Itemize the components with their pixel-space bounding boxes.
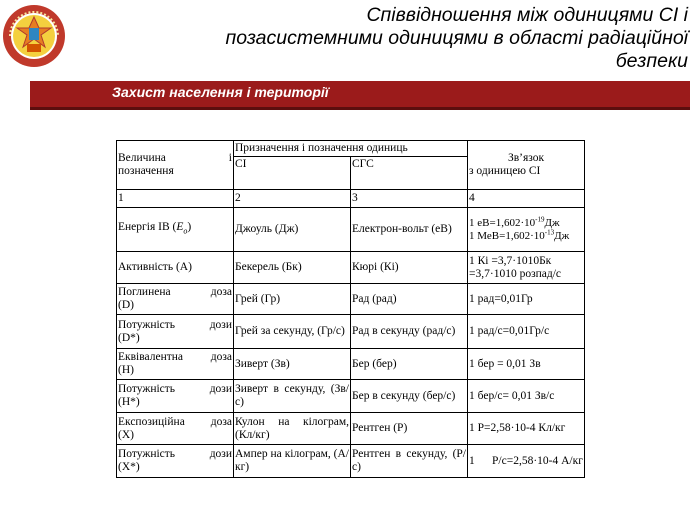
col-number-3: 3: [351, 190, 468, 208]
university-emblem-icon: [2, 4, 66, 68]
quantity-b: дози: [209, 383, 232, 395]
cgs-cell: Рад в секунду (рад/с): [351, 315, 468, 349]
quantity-cell: [117, 380, 234, 413]
quantity-cell: [117, 315, 234, 349]
title-line-2: позасистемними одиницями в області радіаційної: [225, 27, 688, 49]
quantity-cell: [117, 208, 234, 252]
si-cell: Грей (Гр): [234, 284, 351, 315]
quantity-b: доза: [210, 286, 232, 298]
title-line-1: Співвідношення між одиницями СІ і: [366, 4, 688, 26]
table-row: [117, 252, 585, 284]
quantity-cell: [117, 445, 234, 478]
cgs-cell: Кюрі (Кі): [351, 252, 468, 284]
header-cgs: СГС: [351, 157, 468, 190]
si-cell: Кулон на кілограм, (Кл/кг): [234, 413, 351, 445]
quantity-c: (D): [118, 299, 134, 311]
quantity-symbol: E: [176, 221, 184, 234]
header-relation-b: з одиницею СІ: [469, 165, 541, 177]
table-row: [117, 208, 585, 252]
header-relation-a: Зв’язок: [507, 152, 545, 164]
cgs-cell: Рентген (Р): [351, 413, 468, 445]
relation-cell: 1 бер/с= 0,01 Зв/с: [468, 380, 585, 413]
quantity-a: Потужність: [118, 383, 176, 395]
table-row: [117, 349, 585, 380]
col-number-4: 4: [468, 190, 585, 208]
header-quantity-c: позначення: [118, 165, 174, 177]
relation-cell: 1 рад/с=0,01Гр/с: [468, 315, 585, 349]
quantity-c: (D*): [118, 331, 140, 344]
title-line-3: безпеки: [615, 50, 688, 72]
quantity-b: доза: [210, 415, 232, 428]
quantity-subscript: o: [183, 226, 188, 236]
units-table: [116, 140, 585, 478]
header-quantity-a: Величина: [118, 152, 166, 164]
relation-2-base: 1 МеВ=1,602·10: [469, 229, 545, 242]
si-cell: Зиверт в секунду, (Зв/с): [234, 380, 351, 413]
subtitle: Захист населення і території: [112, 84, 329, 100]
quantity-c: (Н): [118, 364, 134, 376]
quantity-a: Експозиційна: [118, 415, 185, 428]
table-row: [117, 284, 585, 315]
si-cell: Бекерель (Бк): [234, 252, 351, 284]
si-cell: Зиверт (Зв): [234, 349, 351, 380]
header-quantity: [117, 141, 234, 190]
quantity-c: (Н*): [118, 396, 140, 408]
quantity-cell: [117, 284, 234, 315]
quantity-b: дози: [209, 448, 232, 460]
table-row: [117, 413, 585, 445]
quantity-c: (Х*): [118, 461, 140, 473]
cgs-cell: Бер в секунду (бер/с): [351, 380, 468, 413]
page-title: [90, 4, 688, 73]
relation-2-unit: Дж: [554, 229, 570, 242]
quantity-a: Поглинена: [118, 286, 171, 298]
table-row: [117, 380, 585, 413]
relation-cell: [468, 208, 585, 252]
relation-cell: 1 бер = 0,01 Зв: [468, 349, 585, 380]
cgs-cell: Бер (бер): [351, 349, 468, 380]
header-quantity-b: і: [228, 152, 232, 164]
quantity-cell: [117, 349, 234, 380]
table-header-row: [117, 141, 585, 157]
relation-1-base: 1 еВ=1,602·10: [469, 217, 536, 229]
col-number-1: 1: [117, 190, 234, 208]
si-cell: Ампер на кілограм, (А/кг): [234, 445, 351, 478]
relation-1-exp: -19: [535, 215, 545, 224]
quantity-cell: [117, 413, 234, 445]
relation-1-unit: Дж: [544, 217, 560, 229]
quantity-cell: Активність (А): [117, 252, 234, 284]
cgs-cell: Електрон-вольт (еВ): [351, 208, 468, 252]
cgs-cell: Рентген в секунду, (Р/с): [351, 445, 468, 478]
quantity-b: доза: [210, 351, 232, 363]
si-cell: Джоуль (Дж): [234, 208, 351, 252]
quantity-text-end: ): [187, 221, 192, 234]
quantity-a: Потужність: [118, 448, 176, 460]
relation-2-exp: -13: [544, 227, 555, 236]
quantity-a: Еквівалентна: [118, 351, 184, 363]
table-row: [117, 445, 585, 478]
quantity-text: Енергія ІВ (: [118, 221, 177, 234]
quantity-a: Потужність: [118, 318, 176, 331]
header-group: Призначення і позначення одиниць: [234, 141, 468, 157]
quantity-c: (Х): [118, 428, 134, 441]
cgs-cell: Рад (рад): [351, 284, 468, 315]
relation-cell: 1 Кі =3,7·1010Бк =3,7·1010 розпад/с: [468, 252, 585, 284]
col-number-2: 2: [234, 190, 351, 208]
si-cell: Грей за секунду, (Гр/с): [234, 315, 351, 349]
table-number-row: [117, 190, 585, 208]
relation-cell: 1 Р=2,58·10-4 Кл/кг: [468, 413, 585, 445]
header-si: СІ: [234, 157, 351, 190]
relation-cell: 1 рад=0,01Гр: [468, 284, 585, 315]
header-relation: [468, 141, 585, 190]
relation-cell: 1 Р/с=2,58·10-4 А/кг: [468, 445, 585, 478]
header-band-shadow: [30, 107, 690, 110]
table-row: [117, 315, 585, 349]
quantity-b: дози: [209, 318, 232, 331]
